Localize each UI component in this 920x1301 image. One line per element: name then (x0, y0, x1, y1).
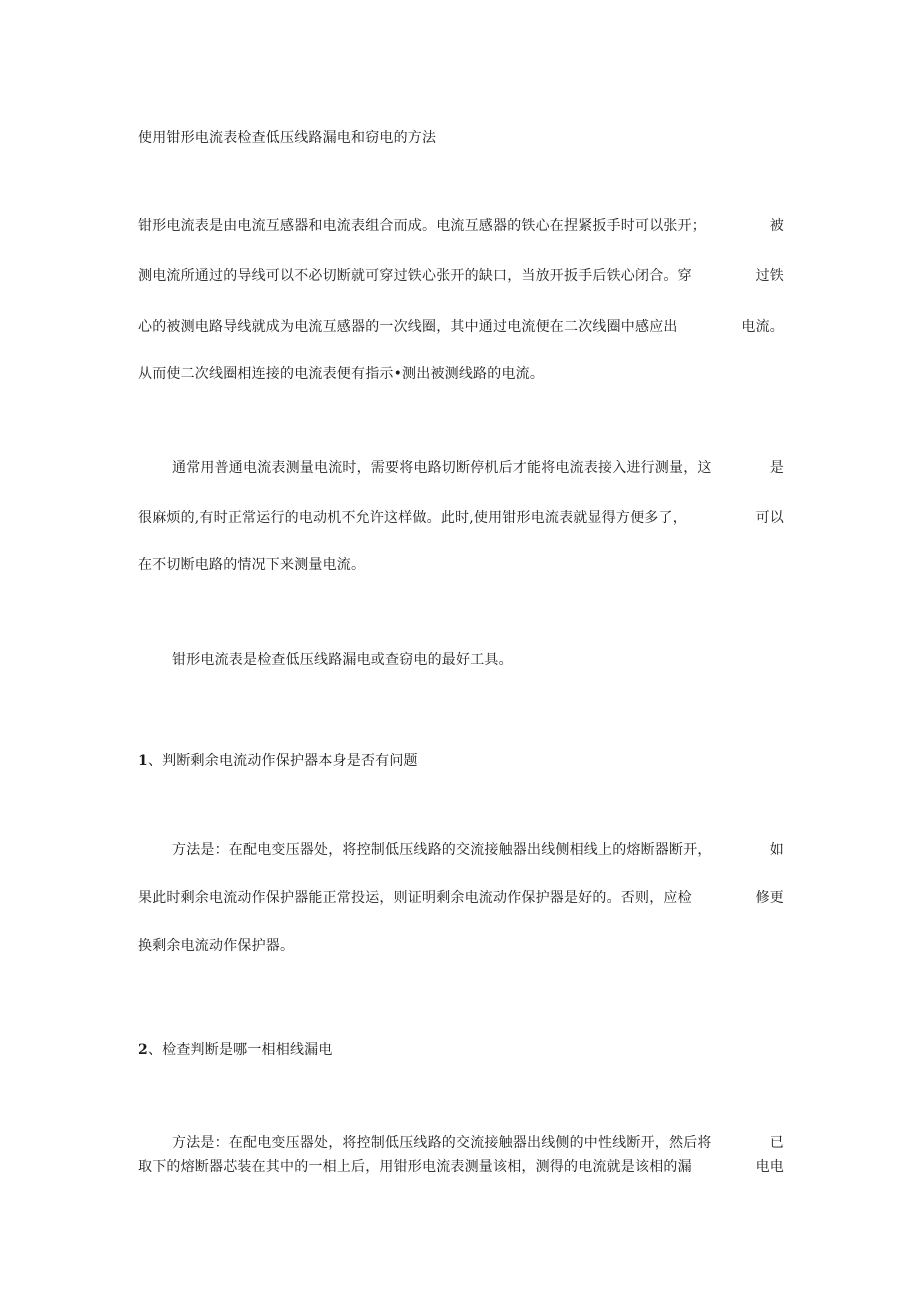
paragraph-2-line-2 (138, 508, 784, 528)
section-2-heading (138, 1040, 784, 1060)
section-2-line-2 (138, 1157, 784, 1177)
text-segment: 心的被测电路导线就成为电流互感器的一次线圈，其中通过电流便在二次线圈中感应出 (138, 319, 678, 335)
text-segment: 方法是：在配电变压器处，将控制低压线路的交流接触器出线侧相线上的熔断器断开， (172, 842, 712, 858)
section-number: 1 (138, 753, 148, 769)
text-segment: 可以 (755, 510, 784, 526)
text-segment: 测电流所通过的导线可以不必切断就可穿过铁心张开的缺口，当放开扳手后铁心闭合。穿 (138, 268, 692, 284)
text-segment: 修更 (755, 890, 784, 906)
paragraph-1-line-3 (138, 317, 784, 337)
text-segment: 已 (769, 1135, 784, 1151)
section-1-line-1 (172, 840, 784, 860)
text-segment: 通常用普通电流表测量电流时，需要将电路切断停机后才能将电流表接入进行测量，这 (172, 460, 712, 476)
paragraph-2-line-3: 在不切断电路的情况下来测量电流。 (138, 557, 366, 573)
text-segment: 电流。 (741, 319, 784, 335)
section-2-line-1 (172, 1133, 784, 1153)
section-heading-text: 、检查判断是哪一相相线漏电 (147, 1042, 333, 1058)
section-number: 2 (138, 1042, 148, 1058)
text-segment: 如 (769, 842, 784, 858)
text-segment: 被 (769, 218, 784, 234)
text-segment: 是 (769, 460, 784, 476)
text-segment: 果此时剩余电流动作保护器能正常投运，则证明剩余电流动作保护器是好的。否则，应检 (138, 890, 692, 906)
text-segment: 很麻烦的,有时正常运行的电动机不允许这样做。此时,使用钳形电流表就显得方便多了， (138, 510, 687, 526)
paragraph-2-line-1 (172, 458, 784, 478)
text-segment: 电电 (755, 1159, 784, 1175)
paragraph-1-line-2 (138, 266, 784, 286)
section-heading-text: 、判断剩余电流动作保护器本身是否有问题 (147, 753, 418, 769)
text-segment: 钳形电流表是由电流互感器和电流表组合而成。电流互感器的铁心在捏紧扳手时可以张开； (138, 218, 706, 234)
text-segment: 方法是：在配电变压器处，将控制低压线路的交流接触器出线侧的中性线断开，然后将 (172, 1135, 712, 1151)
text-segment: 取下的熔断器芯装在其中的一相上后，用钳形电流表测量该相，测得的电流就是该相的漏 (138, 1159, 692, 1175)
paragraph-3: 钳形电流表是检查低压线路漏电或查窃电的最好工具。 (172, 652, 513, 668)
section-1-line-2 (138, 888, 784, 908)
document-title: 使用钳形电流表检查低压线路漏电和窃电的方法 (138, 130, 437, 146)
paragraph-1-line-4: 从而使二次线圈相连接的电流表便有指示•测出被测线路的电流。 (138, 366, 545, 382)
section-1-line-3: 换剩余电流动作保护器。 (138, 938, 295, 954)
section-1-heading (138, 751, 784, 771)
text-segment: 过铁 (755, 268, 784, 284)
paragraph-1-line-1 (138, 216, 784, 236)
